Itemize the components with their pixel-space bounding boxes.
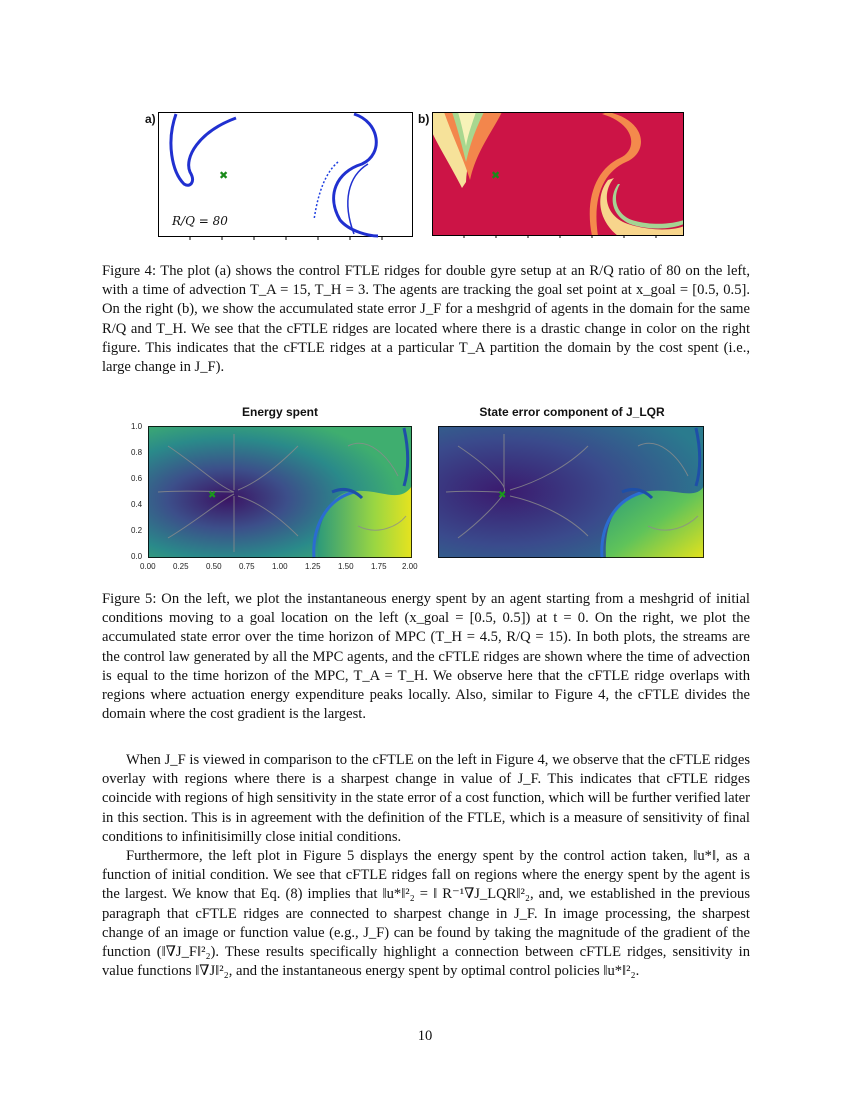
x-tick: 1.00	[272, 562, 288, 571]
goal-marker-b: ✖	[491, 170, 501, 182]
x-tick: 0.75	[239, 562, 255, 571]
fig5-title-left: Energy spent	[241, 405, 319, 419]
fig5-caption: Figure 5: On the left, we plot the instantaneous energy spent by an agent starting from a meshgrid of initial conditions moving to a goal location on the left (x_goal = [0.5, 0.5]) at t = 0. On the right, we plot the accumulated state error over the time horizon of MPC (T_H = 4.5, R/Q = 15). In both plots, the streams are the control law generated by all the MPC agents, and the cFTLE ridges are shown where the time of advection is equal to the time horizon of the MPC, T_A = T_H. We observe here that the cFTLE ridge overlaps with regions where actuation energy expenditure peaks locally. Also, similar to Figure 4, the cFTLE divides the domain where the cost gradient is the largest.	[102, 591, 750, 723]
y-tick: 1.0	[131, 422, 143, 431]
fig4-panel-b-label: b)	[418, 112, 430, 126]
y-tick: 0.0	[131, 552, 143, 561]
fig4-annotation: R/Q = 80	[172, 214, 228, 228]
paragraph-1: When J_F is viewed in comparison to the cFTLE on the left in Figure 4, we observe that the cFTLE ridges overlay with regions where there is a sharpest change in value of J_F. This indicates that cFTLE ridges coincide with regions of high sensitivity in the state error of a cost function, which will be further verified later in this section. This is in agreement with the definition of the FTLE, which is a measure of sensitivity of final conditions to infinitisimilly close initial conditions.	[102, 752, 750, 845]
y-tick: 0.8	[131, 448, 143, 457]
y-tick: 0.2	[131, 526, 143, 535]
fig5-title-right: State error component of J_LQR	[479, 405, 665, 419]
x-tick: 0.25	[173, 562, 189, 571]
x-tick: 0.00	[140, 562, 156, 571]
fig4-caption: Figure 4: The plot (a) shows the control FTLE ridges for double gyre setup at an R/Q ratio of 80 on the left, with a time of advection T_A = 15, T_H = 3. The agents are tracking the goal set point at x_goal = [0.5, 0.5]. On the right (b), we show the accumulated state error J_F for a meshgrid of agents in the domain for the same R/Q and T_H. We see that the cFTLE ridges are located where there is a drastic change in color on the right figure. This indicates that the cFTLE ridges at a particular T_A partition the domain by the cost spent (i.e., large change in J_F).	[102, 263, 750, 376]
x-tick: 1.50	[338, 562, 354, 571]
goal-marker-c: ✖	[208, 490, 217, 501]
fig4-panel-a-label: a)	[145, 112, 156, 126]
goal-marker: ✖	[219, 170, 229, 182]
fig5-right-plot	[438, 426, 706, 560]
body-text	[102, 751, 750, 981]
x-tick: 2.00	[402, 562, 418, 571]
x-tick: 0.50	[206, 562, 222, 571]
page-number: 10	[417, 1028, 433, 1044]
y-tick: 0.6	[131, 474, 143, 483]
fig4-panel-b-plot	[432, 112, 686, 238]
paragraph-2: Furthermore, the left plot in Figure 5 displays the energy spent by the control action taken, ‖u*‖, as a function of initial condition. We see that cFTLE ridges fall on regions where the energy spent by the agent is the largest. We know that Eq. (8) implies that ‖u*‖²₂ = ‖ R⁻¹∇J_LQR‖²₂, and, we established in the previous paragraph that cFTLE ridges are connected to sharpest change in J_F. In image processing, the sharpest change of an image or function value (e.g., J_F) can be found by taking the magnitude of the gradient of the function (‖∇J_F‖²₂). These results specifically highlight a connection between cFTLE ridges, sensitivity in value functions ‖∇J‖²₂, and the instantaneous energy spent by optimal control policies ‖u*‖²₂.	[102, 848, 750, 980]
goal-marker-d: ✖	[498, 490, 507, 501]
x-tick: 1.25	[305, 562, 321, 571]
fig5-left-plot	[148, 426, 414, 560]
y-tick: 0.4	[131, 500, 143, 509]
x-tick: 1.75	[371, 562, 387, 571]
